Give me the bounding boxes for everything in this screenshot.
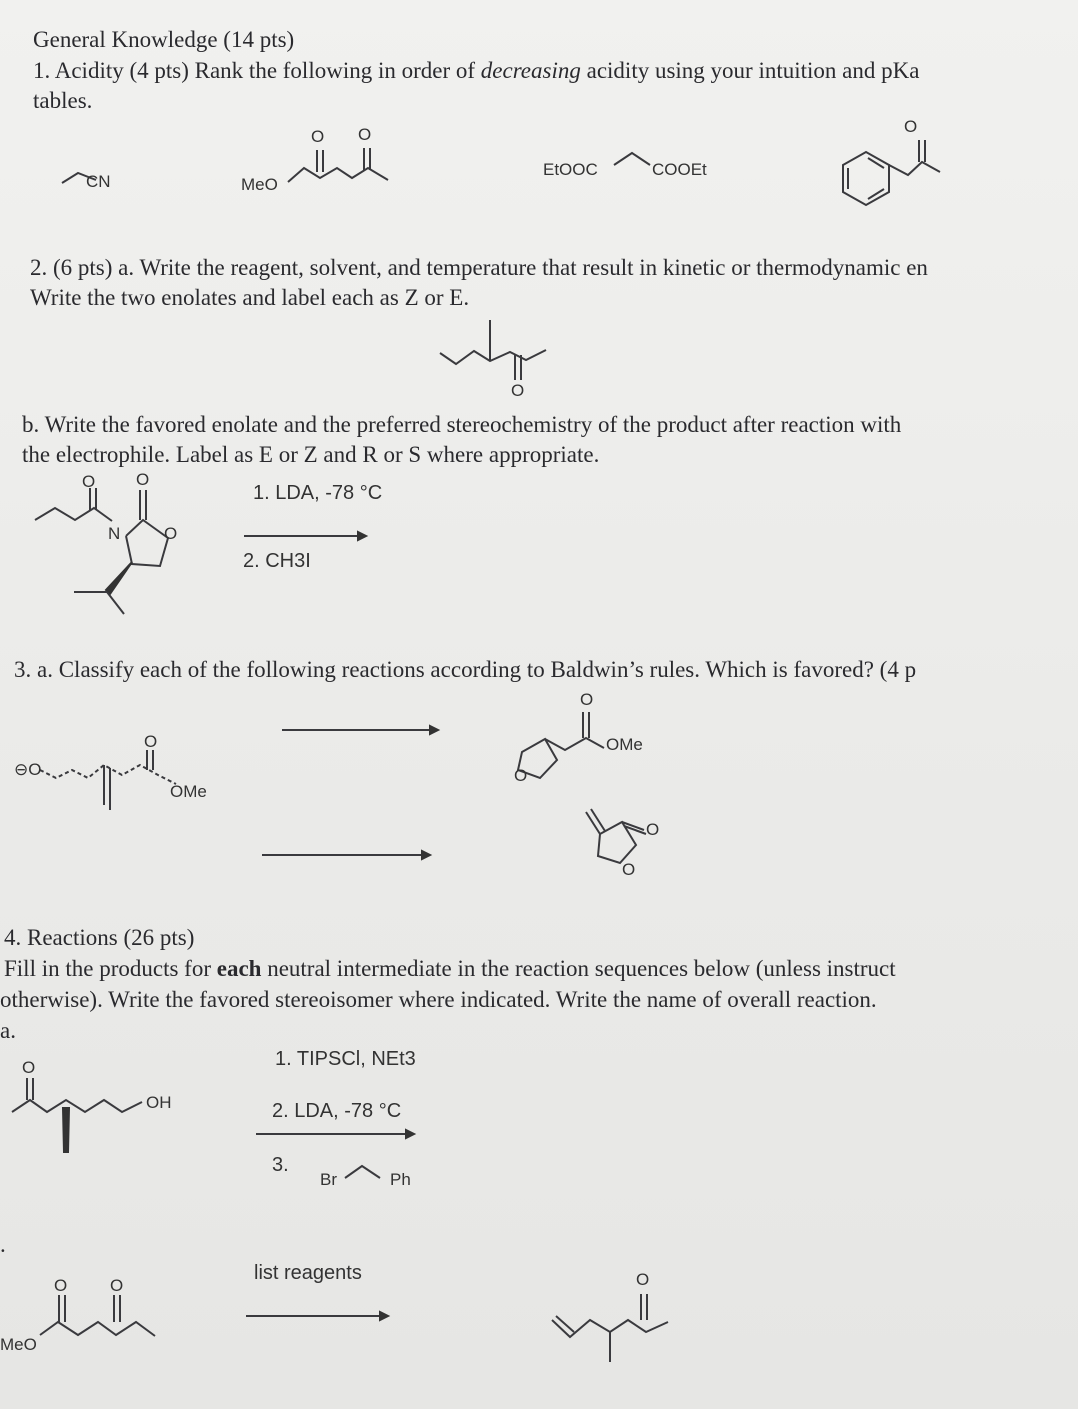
q4-post: neutral intermediate in the reaction sequences below (unless instruct [261,956,896,981]
q4a-reagent-3: 3. [272,1154,289,1176]
meo-label: MeO [241,175,278,194]
q4-pre: Fill in the products for [4,956,217,981]
question-4-text-line2: otherwise). Write the favored stereoisomer where indicated. Write the name of overall reaction. [0,987,877,1012]
question-2-text-line2: Write the two enolates and label each as Z or E. [30,285,470,310]
part-a-label: a. [0,1018,16,1043]
question-2b-text: b. Write the favored enolate and the preferred stereochemistry of the product after reaction with [22,412,902,437]
o-label-lactone-co: O [646,820,660,839]
o-label-ring: O [164,524,178,543]
o-label-3: O [904,117,918,136]
ph-label: Ph [390,1170,411,1189]
methyl-acetoacetate-b [40,1322,155,1336]
q1-suffix: acidity using your intuition and pKa [580,58,920,83]
oh-label: OH [146,1093,172,1112]
cn-label: CN [86,172,111,191]
q1-prefix: 1. Acidity (4 pts) Rank the following in order of [33,58,481,83]
q4b-arrowhead [380,1312,388,1320]
o-label-ester: O [144,732,158,751]
terminal-alkene-b [556,1316,574,1332]
list-reagents-label: list reagents [254,1262,362,1284]
o-label-q4b-2: O [110,1276,124,1295]
q4a-arrowhead [406,1130,414,1138]
n-label: N [108,524,121,543]
o-label-product: O [580,690,594,709]
o-label-thf: O [514,766,528,785]
o-label-q4b-product: O [636,1270,650,1289]
q4-bold: each [216,956,262,981]
etooc-label: EtOOC [543,160,598,179]
o-label-q4b-1: O [54,1276,68,1295]
q4a-reagent-2: 2. LDA, -78 °C [272,1100,402,1122]
meo-label-q4b: MeO [0,1335,37,1354]
ome-label-2: OMe [606,735,643,754]
alkoxide-label: ⊖O [14,760,42,779]
ome-label-1: OMe [170,782,207,801]
q4a-reagent-1: 1. TIPSCl, NEt3 [275,1048,416,1070]
o-label-2: O [358,125,372,144]
o-label-acyl: O [82,472,96,491]
o-label-q4a: O [22,1058,36,1077]
q2b-reagent-1: 1. LDA, -78 °C [253,482,383,504]
hydroxy-ketone-chain [12,1100,142,1112]
methyl-wedge [63,1108,69,1152]
question-2-text: 2. (6 pts) a. Write the reagent, solvent, and temperature that result in kinetic or thermodynamic en [30,255,928,280]
cooet-label: COOEt [652,160,707,179]
question-4-title: 4. Reactions (26 pts) [4,925,195,950]
question-2b-text-line2: the electrophile. Label as E or Z and R or S where appropriate. [22,442,600,467]
question-3-text: 3. a. Classify each of the following reactions according to Baldwin’s rules. Which is favored? (4 p [14,657,917,682]
part-b-label: . [0,1232,6,1257]
section-title: General Knowledge (14 pts) [33,27,295,52]
br-label: Br [320,1170,337,1189]
o-label-lactone-ring: O [622,860,636,879]
o-label-ketone: O [511,381,525,400]
o-label-1: O [311,127,325,146]
benzyl-bromide-chain [345,1166,380,1178]
q1-emphasis: decreasing [480,58,581,83]
q2b-reagent-2: 2. CH3I [243,550,311,572]
o-label-ring-carbonyl: O [136,470,150,489]
question-1-text-line2: tables. [33,88,93,113]
